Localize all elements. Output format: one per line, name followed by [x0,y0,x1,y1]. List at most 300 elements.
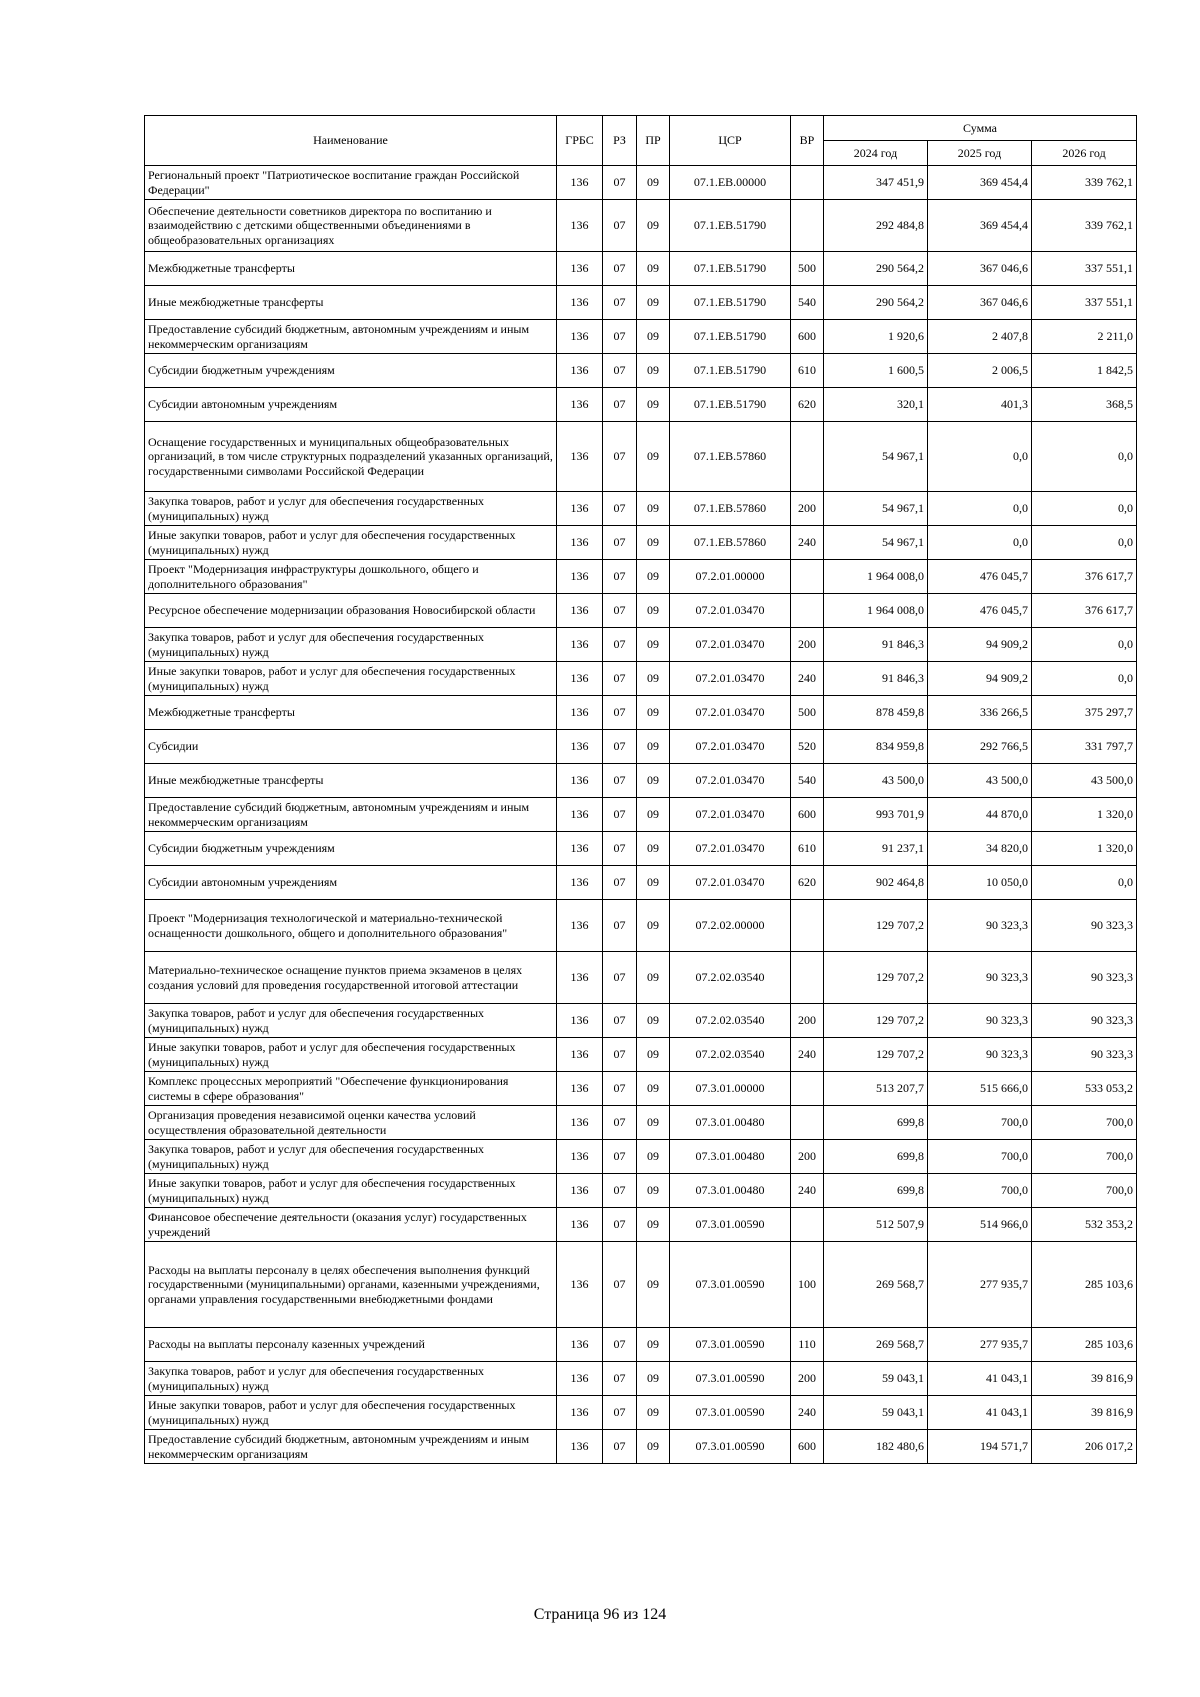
cell-pr: 09 [637,1140,670,1174]
header-rz: РЗ [603,116,637,166]
cell-rz: 07 [603,1174,637,1208]
cell-2025: 700,0 [928,1174,1032,1208]
cell-pr: 09 [637,696,670,730]
cell-grbs: 136 [557,492,603,526]
cell-pr: 09 [637,388,670,422]
cell-2024: 91 846,3 [824,662,928,696]
cell-2026: 331 797,7 [1032,730,1137,764]
cell-name: Субсидии бюджетным учреждениям [145,354,557,388]
page-number: Страница 96 из 124 [533,1606,667,1623]
cell-2026: 39 816,9 [1032,1396,1137,1430]
cell-name: Иные межбюджетные трансферты [145,286,557,320]
table-row [145,422,1137,492]
cell-pr: 09 [637,662,670,696]
cell-grbs: 136 [557,1140,603,1174]
cell-name: Проект "Модернизация технологической и материально-технической оснащенности дошкольного, общего и дополнительного образования" [145,900,557,952]
cell-vr: 240 [791,662,824,696]
cell-2024: 1 920,6 [824,320,928,354]
cell-2025: 34 820,0 [928,832,1032,866]
cell-2024: 54 967,1 [824,492,928,526]
cell-2025: 401,3 [928,388,1032,422]
table-header [145,116,1137,166]
table-row [145,1362,1137,1396]
cell-pr: 09 [637,1242,670,1328]
table-row [145,1396,1137,1430]
cell-pr: 09 [637,1396,670,1430]
cell-grbs: 136 [557,628,603,662]
cell-vr: 500 [791,696,824,730]
table-row [145,764,1137,798]
cell-2025: 41 043,1 [928,1396,1032,1430]
cell-2026: 339 762,1 [1032,200,1137,252]
cell-2026: 285 103,6 [1032,1242,1137,1328]
cell-grbs: 136 [557,1362,603,1396]
cell-2025: 367 046,6 [928,252,1032,286]
cell-2024: 129 707,2 [824,1038,928,1072]
cell-rz: 07 [603,594,637,628]
cell-grbs: 136 [557,1174,603,1208]
cell-vr [791,1208,824,1242]
cell-grbs: 136 [557,662,603,696]
cell-rz: 07 [603,1038,637,1072]
cell-pr: 09 [637,764,670,798]
cell-2025: 94 909,2 [928,662,1032,696]
table-row [145,526,1137,560]
cell-grbs: 136 [557,594,603,628]
table-row [145,1038,1137,1072]
cell-2026: 2 211,0 [1032,320,1137,354]
cell-grbs: 136 [557,1208,603,1242]
cell-2025: 90 323,3 [928,952,1032,1004]
cell-csr: 07.3.01.00000 [670,1072,791,1106]
cell-2024: 512 507,9 [824,1208,928,1242]
table-row [145,286,1137,320]
cell-grbs: 136 [557,900,603,952]
table-row [145,900,1137,952]
cell-2026: 285 103,6 [1032,1328,1137,1362]
cell-csr: 07.1.ЕВ.51790 [670,200,791,252]
cell-rz: 07 [603,866,637,900]
cell-name: Обеспечение деятельности советников директора по воспитанию и взаимодействию с детскими общественными объединениями в общеобразовательных организациях [145,200,557,252]
cell-2025: 0,0 [928,422,1032,492]
table-row [145,594,1137,628]
cell-pr: 09 [637,422,670,492]
cell-csr: 07.3.01.00590 [670,1328,791,1362]
cell-csr: 07.3.01.00480 [670,1106,791,1140]
cell-rz: 07 [603,1072,637,1106]
cell-vr: 600 [791,1430,824,1464]
cell-2026: 43 500,0 [1032,764,1137,798]
cell-csr: 07.2.01.03470 [670,662,791,696]
table-row [145,1430,1137,1464]
cell-2024: 878 459,8 [824,696,928,730]
cell-pr: 09 [637,354,670,388]
cell-grbs: 136 [557,422,603,492]
cell-pr: 09 [637,286,670,320]
cell-pr: 09 [637,832,670,866]
cell-vr [791,200,824,252]
cell-csr: 07.2.01.03470 [670,696,791,730]
cell-vr: 600 [791,320,824,354]
table-row [145,662,1137,696]
cell-name: Региональный проект "Патриотическое воспитание граждан Российской Федерации" [145,166,557,200]
cell-rz: 07 [603,1208,637,1242]
cell-csr: 07.2.01.03470 [670,866,791,900]
cell-vr: 200 [791,1362,824,1396]
cell-name: Проект "Модернизация инфраструктуры дошкольного, общего и дополнительного образования" [145,560,557,594]
cell-name: Иные закупки товаров, работ и услуг для обеспечения государственных (муниципальных) нужд [145,1174,557,1208]
cell-vr [791,1072,824,1106]
cell-2026: 1 842,5 [1032,354,1137,388]
cell-rz: 07 [603,422,637,492]
cell-2024: 993 701,9 [824,798,928,832]
cell-rz: 07 [603,1242,637,1328]
cell-pr: 09 [637,628,670,662]
cell-vr: 110 [791,1328,824,1362]
cell-2025: 2 407,8 [928,320,1032,354]
cell-grbs: 136 [557,560,603,594]
cell-name: Предоставление субсидий бюджетным, автономным учреждениям и иным некоммерческим организациям [145,320,557,354]
cell-grbs: 136 [557,696,603,730]
cell-grbs: 136 [557,286,603,320]
cell-rz: 07 [603,1328,637,1362]
cell-rz: 07 [603,900,637,952]
cell-vr: 240 [791,1038,824,1072]
cell-2025: 2 006,5 [928,354,1032,388]
cell-2024: 43 500,0 [824,764,928,798]
cell-name: Субсидии [145,730,557,764]
table-row [145,1140,1137,1174]
cell-rz: 07 [603,166,637,200]
cell-name: Иные закупки товаров, работ и услуг для обеспечения государственных (муниципальных) нужд [145,662,557,696]
cell-2024: 699,8 [824,1106,928,1140]
cell-grbs: 136 [557,388,603,422]
cell-name: Расходы на выплаты персоналу в целях обеспечения выполнения функций государственными (муниципальными) органами, казенными учреждениями, органами управления государственными внебюджетными фондами [145,1242,557,1328]
cell-pr: 09 [637,1362,670,1396]
header-vr: ВР [791,116,824,166]
cell-2026: 0,0 [1032,526,1137,560]
cell-vr [791,900,824,952]
cell-csr: 07.1.ЕВ.00000 [670,166,791,200]
cell-grbs: 136 [557,166,603,200]
cell-pr: 09 [637,526,670,560]
cell-csr: 07.3.01.00590 [670,1396,791,1430]
cell-vr: 600 [791,798,824,832]
cell-grbs: 136 [557,252,603,286]
cell-vr [791,166,824,200]
cell-csr: 07.3.01.00590 [670,1208,791,1242]
cell-grbs: 136 [557,1072,603,1106]
cell-csr: 07.1.ЕВ.51790 [670,354,791,388]
cell-rz: 07 [603,252,637,286]
cell-2026: 533 053,2 [1032,1072,1137,1106]
cell-2026: 90 323,3 [1032,952,1137,1004]
cell-rz: 07 [603,1430,637,1464]
cell-rz: 07 [603,662,637,696]
cell-2025: 514 966,0 [928,1208,1032,1242]
cell-2024: 1 964 008,0 [824,560,928,594]
cell-2026: 90 323,3 [1032,1038,1137,1072]
cell-pr: 09 [637,866,670,900]
cell-2026: 532 353,2 [1032,1208,1137,1242]
cell-name: Предоставление субсидий бюджетным, автономным учреждениям и иным некоммерческим организациям [145,1430,557,1464]
cell-name: Межбюджетные трансферты [145,252,557,286]
cell-2025: 700,0 [928,1140,1032,1174]
cell-vr: 540 [791,764,824,798]
cell-2025: 515 666,0 [928,1072,1032,1106]
header-pr: ПР [637,116,670,166]
cell-2025: 292 766,5 [928,730,1032,764]
cell-grbs: 136 [557,764,603,798]
cell-name: Предоставление субсидий бюджетным, автономным учреждениям и иным некоммерческим организациям [145,798,557,832]
cell-vr: 520 [791,730,824,764]
cell-csr: 07.1.ЕВ.57860 [670,422,791,492]
table-row [145,492,1137,526]
cell-2025: 44 870,0 [928,798,1032,832]
cell-rz: 07 [603,354,637,388]
cell-rz: 07 [603,730,637,764]
cell-rz: 07 [603,560,637,594]
table-row [145,320,1137,354]
cell-rz: 07 [603,798,637,832]
cell-csr: 07.2.01.03470 [670,730,791,764]
cell-csr: 07.1.ЕВ.57860 [670,526,791,560]
cell-2024: 290 564,2 [824,286,928,320]
cell-pr: 09 [637,200,670,252]
table-row [145,200,1137,252]
cell-2026: 1 320,0 [1032,832,1137,866]
cell-rz: 07 [603,696,637,730]
cell-2025: 194 571,7 [928,1430,1032,1464]
cell-name: Финансовое обеспечение деятельности (оказания услуг) государственных учреждений [145,1208,557,1242]
table-row [145,730,1137,764]
cell-2024: 59 043,1 [824,1362,928,1396]
cell-rz: 07 [603,320,637,354]
cell-2025: 90 323,3 [928,1004,1032,1038]
cell-vr [791,560,824,594]
table-row [145,166,1137,200]
cell-pr: 09 [637,1174,670,1208]
cell-2025: 43 500,0 [928,764,1032,798]
cell-vr: 200 [791,1140,824,1174]
cell-csr: 07.1.ЕВ.51790 [670,286,791,320]
table-row [145,1328,1137,1362]
cell-2026: 0,0 [1032,492,1137,526]
cell-2024: 129 707,2 [824,900,928,952]
cell-vr [791,1106,824,1140]
cell-csr: 07.2.01.00000 [670,560,791,594]
cell-grbs: 136 [557,200,603,252]
cell-name: Межбюджетные трансферты [145,696,557,730]
cell-2024: 129 707,2 [824,1004,928,1038]
table-row [145,388,1137,422]
cell-2024: 320,1 [824,388,928,422]
cell-2026: 0,0 [1032,628,1137,662]
cell-rz: 07 [603,200,637,252]
cell-grbs: 136 [557,320,603,354]
cell-vr: 610 [791,832,824,866]
cell-name: Закупка товаров, работ и услуг для обеспечения государственных (муниципальных) нужд [145,492,557,526]
cell-2025: 277 935,7 [928,1328,1032,1362]
cell-2026: 206 017,2 [1032,1430,1137,1464]
cell-pr: 09 [637,560,670,594]
cell-rz: 07 [603,952,637,1004]
cell-2025: 94 909,2 [928,628,1032,662]
cell-rz: 07 [603,1362,637,1396]
cell-name: Комплекс процессных мероприятий "Обеспечение функционирования системы в сфере образования" [145,1072,557,1106]
cell-name: Материально-техническое оснащение пунктов приема экзаменов в целях создания условий для проведения государственной итоговой аттестации [145,952,557,1004]
cell-rz: 07 [603,832,637,866]
cell-2024: 902 464,8 [824,866,928,900]
cell-vr: 240 [791,526,824,560]
cell-grbs: 136 [557,1038,603,1072]
cell-rz: 07 [603,1140,637,1174]
cell-2026: 0,0 [1032,662,1137,696]
cell-csr: 07.3.01.00590 [670,1242,791,1328]
table-row [145,1242,1137,1328]
cell-pr: 09 [637,952,670,1004]
cell-name: Закупка товаров, работ и услуг для обеспечения государственных (муниципальных) нужд [145,628,557,662]
cell-grbs: 136 [557,952,603,1004]
cell-grbs: 136 [557,798,603,832]
cell-name: Закупка товаров, работ и услуг для обеспечения государственных (муниципальных) нужд [145,1004,557,1038]
cell-csr: 07.1.ЕВ.51790 [670,320,791,354]
cell-2026: 700,0 [1032,1106,1137,1140]
cell-2024: 290 564,2 [824,252,928,286]
cell-name: Иные закупки товаров, работ и услуг для обеспечения государственных (муниципальных) нужд [145,1396,557,1430]
cell-csr: 07.2.02.00000 [670,900,791,952]
cell-csr: 07.3.01.00590 [670,1430,791,1464]
header-name: Наименование [145,116,557,166]
cell-rz: 07 [603,764,637,798]
cell-vr: 200 [791,1004,824,1038]
cell-pr: 09 [637,1072,670,1106]
cell-2026: 0,0 [1032,866,1137,900]
table-row [145,832,1137,866]
cell-2026: 0,0 [1032,422,1137,492]
cell-grbs: 136 [557,354,603,388]
cell-pr: 09 [637,1004,670,1038]
cell-2026: 368,5 [1032,388,1137,422]
cell-vr: 540 [791,286,824,320]
cell-grbs: 136 [557,730,603,764]
cell-2026: 337 551,1 [1032,252,1137,286]
cell-2024: 1 600,5 [824,354,928,388]
cell-2024: 834 959,8 [824,730,928,764]
cell-2024: 182 480,6 [824,1430,928,1464]
cell-pr: 09 [637,1328,670,1362]
cell-pr: 09 [637,1038,670,1072]
cell-rz: 07 [603,1004,637,1038]
cell-grbs: 136 [557,1396,603,1430]
cell-rz: 07 [603,1106,637,1140]
header-sum: Сумма [824,116,1137,141]
cell-csr: 07.2.01.03470 [670,628,791,662]
cell-2024: 54 967,1 [824,422,928,492]
cell-2026: 1 320,0 [1032,798,1137,832]
cell-2025: 700,0 [928,1106,1032,1140]
cell-csr: 07.2.02.03540 [670,952,791,1004]
cell-2025: 367 046,6 [928,286,1032,320]
cell-vr [791,422,824,492]
table-row [145,1106,1137,1140]
cell-rz: 07 [603,492,637,526]
cell-2026: 375 297,7 [1032,696,1137,730]
cell-grbs: 136 [557,1328,603,1362]
cell-pr: 09 [637,1208,670,1242]
cell-grbs: 136 [557,1004,603,1038]
cell-name: Субсидии автономным учреждениям [145,388,557,422]
cell-name: Иные межбюджетные трансферты [145,764,557,798]
cell-grbs: 136 [557,1242,603,1328]
cell-vr: 500 [791,252,824,286]
cell-vr [791,594,824,628]
cell-csr: 07.2.01.03470 [670,764,791,798]
cell-name: Субсидии бюджетным учреждениям [145,832,557,866]
cell-2025: 277 935,7 [928,1242,1032,1328]
cell-2024: 269 568,7 [824,1328,928,1362]
cell-grbs: 136 [557,1106,603,1140]
cell-pr: 09 [637,1430,670,1464]
cell-csr: 07.1.ЕВ.51790 [670,252,791,286]
table-row [145,560,1137,594]
table-row [145,696,1137,730]
cell-pr: 09 [637,492,670,526]
cell-2026: 700,0 [1032,1174,1137,1208]
header-year-2025: 2025 год [928,141,1032,166]
header-grbs: ГРБС [557,116,603,166]
cell-vr: 240 [791,1174,824,1208]
cell-2024: 59 043,1 [824,1396,928,1430]
cell-csr: 07.2.02.03540 [670,1004,791,1038]
table-row [145,952,1137,1004]
cell-2025: 369 454,4 [928,166,1032,200]
cell-2024: 1 964 008,0 [824,594,928,628]
cell-name: Оснащение государственных и муниципальных общеобразовательных организаций, в том числе структурных подразделений указанных организаций, государственными символами Российской Федерации [145,422,557,492]
cell-2025: 0,0 [928,526,1032,560]
cell-rz: 07 [603,1396,637,1430]
cell-csr: 07.2.02.03540 [670,1038,791,1072]
cell-vr: 200 [791,492,824,526]
table-row [145,1174,1137,1208]
cell-rz: 07 [603,388,637,422]
cell-vr [791,952,824,1004]
cell-pr: 09 [637,252,670,286]
cell-grbs: 136 [557,526,603,560]
cell-pr: 09 [637,594,670,628]
cell-2026: 339 762,1 [1032,166,1137,200]
cell-2025: 10 050,0 [928,866,1032,900]
cell-grbs: 136 [557,1430,603,1464]
cell-csr: 07.3.01.00480 [670,1174,791,1208]
cell-vr: 240 [791,1396,824,1430]
table-row [145,354,1137,388]
cell-name: Закупка товаров, работ и услуг для обеспечения государственных (муниципальных) нужд [145,1362,557,1396]
cell-2025: 90 323,3 [928,1038,1032,1072]
cell-2024: 699,8 [824,1140,928,1174]
cell-name: Иные закупки товаров, работ и услуг для обеспечения государственных (муниципальных) нужд [145,1038,557,1072]
cell-2024: 513 207,7 [824,1072,928,1106]
cell-rz: 07 [603,628,637,662]
header-csr: ЦСР [670,116,791,166]
cell-2024: 269 568,7 [824,1242,928,1328]
cell-2024: 54 967,1 [824,526,928,560]
cell-vr: 610 [791,354,824,388]
cell-2026: 376 617,7 [1032,560,1137,594]
cell-2024: 292 484,8 [824,200,928,252]
cell-2024: 347 451,9 [824,166,928,200]
cell-name: Субсидии автономным учреждениям [145,866,557,900]
